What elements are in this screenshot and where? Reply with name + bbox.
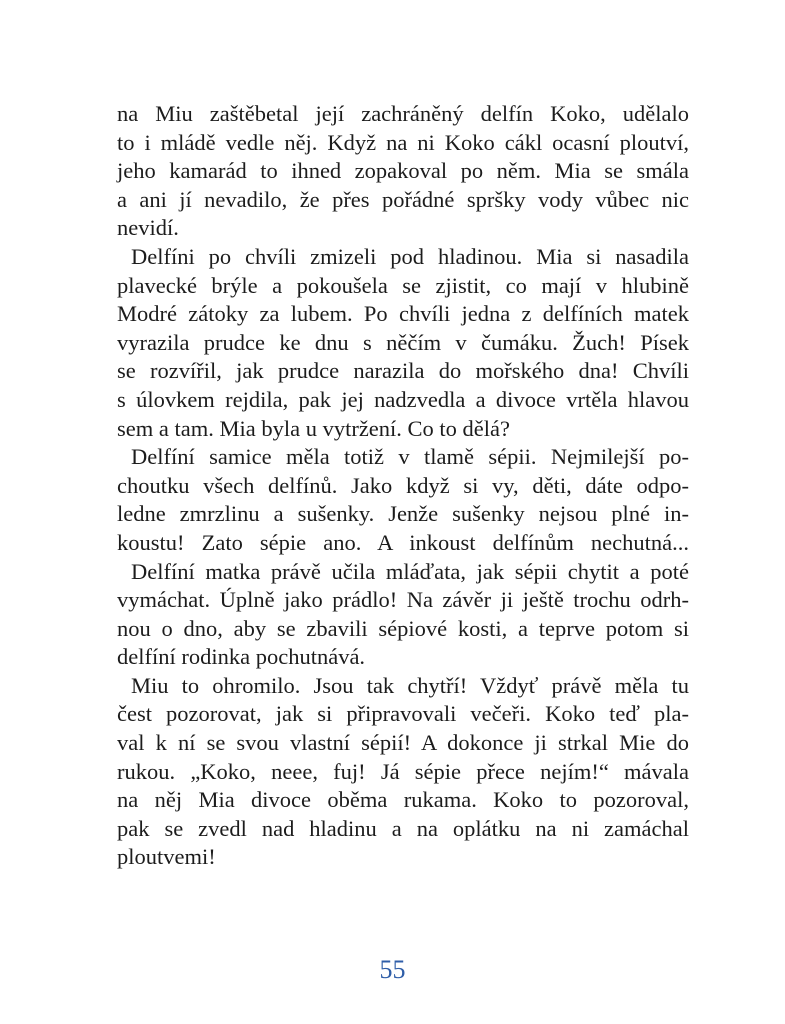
- paragraph-5: [117, 672, 689, 872]
- text-line: val k ní se svou vlastní sépií! A dokonce ji strkal Mie do: [117, 730, 689, 756]
- text-line: Miu to ohromilo. Jsou tak chytří! Vždyť právě měla tu: [131, 672, 689, 698]
- text-line: rukou. „Koko, neee, fuj! Já sépie přece nejím!“ mávala: [117, 758, 689, 784]
- text-line: Delfíní matka právě učila mláďata, jak sépii chytit a poté: [131, 558, 689, 584]
- text-line: čest pozorovat, jak si připravovali večeři. Koko teď pla-: [117, 701, 689, 727]
- text-line: sem a tam. Mia byla u vytržení. Co to dělá?: [117, 415, 511, 441]
- text-line: to i mládě vedle něj. Když na ni Koko cákl ocasní ploutví,: [117, 129, 689, 155]
- text-line: Delfíni po chvíli zmizeli pod hladinou. Mia si nasadila: [131, 243, 689, 269]
- text-line: s úlovkem rejdila, pak jej nadzvedla a divoce vrtěla hlavou: [117, 386, 689, 412]
- text-line: koustu! Zato sépie ano. A inkoust delfínům nechutná...: [117, 529, 689, 555]
- text-line: Delfíní samice měla totiž v tlamě sépii. Nejmilejší po-: [131, 444, 689, 470]
- text-line: nevidí.: [117, 215, 179, 241]
- text-line: pak se zvedl nad hladinu a na oplátku na ni zamáchal: [117, 815, 689, 841]
- book-page-body: [117, 100, 689, 872]
- text-line: jeho kamarád to ihned zopakoval po něm. Mia se smála: [117, 158, 689, 184]
- page-number: 55: [379, 955, 406, 984]
- paragraph-2: [117, 243, 689, 443]
- text-line: na něj Mia divoce oběma rukama. Koko to pozoroval,: [117, 787, 689, 813]
- text-line: delfíní rodinka pochutnává.: [117, 644, 366, 670]
- paragraph-4: [117, 558, 689, 672]
- text-line: a ani jí nevadilo, že přes pořádné spršky vody vůbec nic: [117, 186, 689, 212]
- text-line: nou o dno, aby se zbavili sépiové kosti, a teprve potom si: [117, 615, 689, 641]
- text-line: Modré zátoky za lubem. Po chvíli jedna z delfíních matek: [117, 301, 689, 327]
- paragraph-3: [117, 443, 689, 557]
- text-line: se rozvířil, jak prudce narazila do mořského dna! Chvíli: [117, 358, 689, 384]
- paragraph-1: [117, 100, 689, 243]
- text-line: choutku všech delfínů. Jako když si vy, děti, dáte odpo-: [117, 472, 689, 498]
- text-line: vymáchat. Úplně jako prádlo! Na závěr ji ještě trochu odrh-: [117, 587, 689, 613]
- text-line: ploutvemi!: [117, 844, 216, 870]
- text-line: vyrazila prudce ke dnu s něčím v čumáku. Žuch! Písek: [117, 329, 689, 355]
- text-line: na Miu zaštěbetal její zachráněný delfín Koko, udělalo: [117, 101, 689, 126]
- text-line: plavecké brýle a pokoušela se zjistit, co mají v hlubině: [117, 272, 689, 298]
- text-line: ledne zmrzlinu a sušenky. Jenže sušenky nejsou plné in-: [117, 501, 689, 527]
